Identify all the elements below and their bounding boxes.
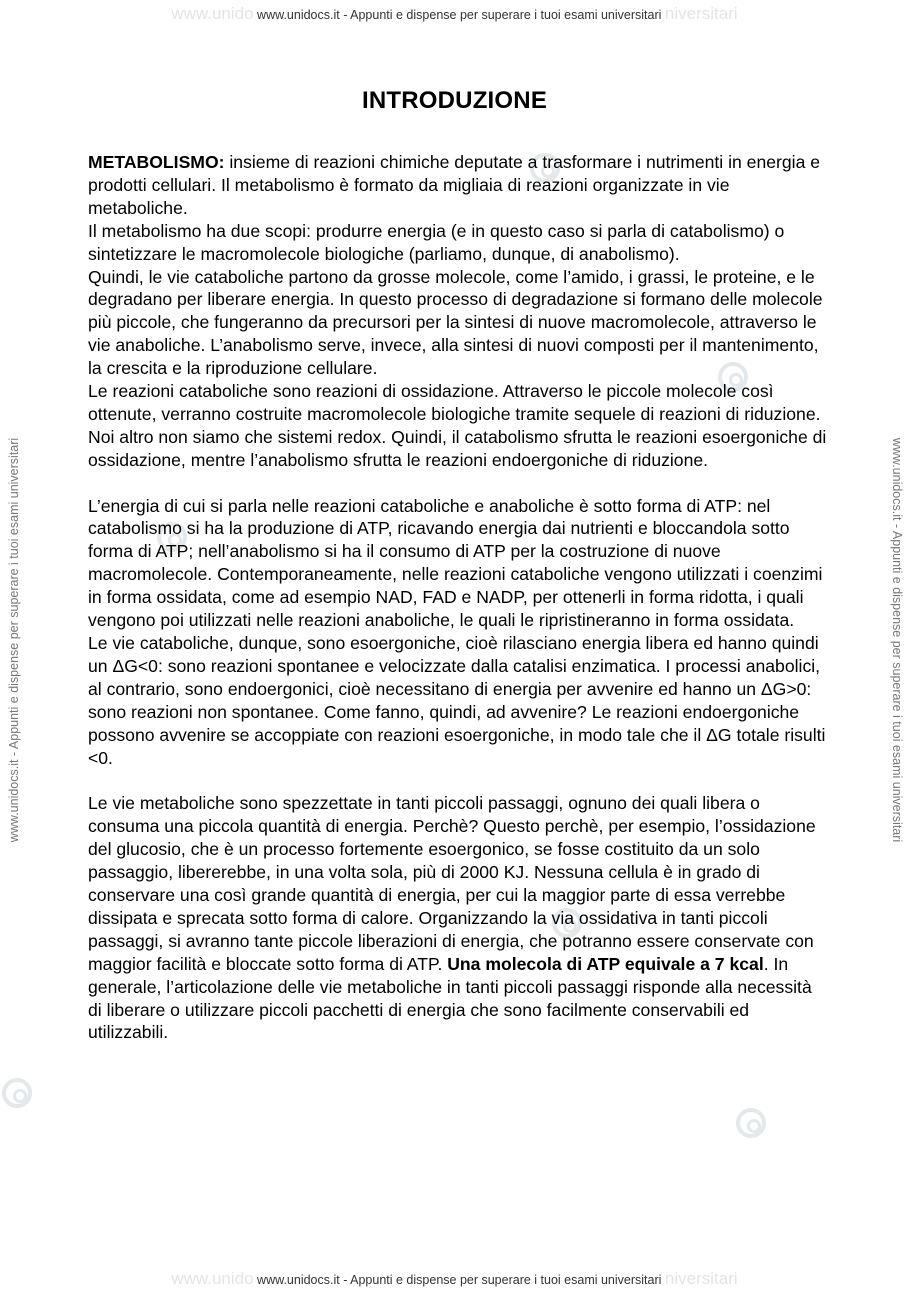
definition-term: METABOLISMO: bbox=[88, 152, 225, 172]
watermark-logo-icon bbox=[2, 1078, 32, 1108]
paragraph: Il metabolismo ha due scopi: produrre energia (e in questo caso si parla di catabolismo) o sintetizzare le macromolecole biologiche (parliamo, dunque, di anabolismo). bbox=[88, 220, 785, 264]
paragraph: Le reazioni cataboliche sono reazioni di ossidazione. Attraverso le piccole molecole così ottenute, verranno costruite macromolecole biologiche tramite sequele di reazioni di riduzione. Noi altro non siamo che sistemi redox. Quindi, il catabolismo sfrutta le reazioni esoergoniche di ossidazione, mentre l’anabolismo sfrutta le reazioni endoergoniche di riduzione. bbox=[88, 381, 827, 470]
paragraph-spacer bbox=[88, 472, 828, 495]
watermark-ghost-left: www.unido bbox=[171, 4, 254, 23]
document-body bbox=[88, 151, 828, 1044]
paragraph-text: . In generale, l’articolazione delle vie metaboliche in tanti piccoli passaggi risponde alla necessità di liberare o utilizzare piccoli pacchetti di energia che sono facilmente conservabili ed utilizzabili. bbox=[88, 953, 812, 1043]
watermark-right-side: www.unidocs.it - Appunti e dispense per superare i tuoi esami universitari bbox=[890, 437, 904, 843]
definition-text: insieme di reazioni chimiche deputate a trasformare i nutrimenti in energia e prodotti cellulari. Il metabolismo è formato da migliaia di reazioni organizzate in vie metaboliche. bbox=[88, 152, 821, 218]
watermark-ghost-left: www.unido bbox=[171, 1269, 254, 1288]
paragraph: Le vie cataboliche, dunque, sono esoergoniche, cioè rilasciano energia libera ed hanno quindi un ΔG<0: sono reazioni spontanee e velocizzate dalla catalisi enzimatica. I processi anabolici, al contrario, sono endoergonici, cioè necessitano di energia per avvenire ed hanno un ΔG>0: sono reazioni non spontanee. Come fanno, quindi, ad avvenire? Le reazioni endoergoniche possono avvenire se accoppiate con reazioni esoergoniche, in modo tale che il ΔG totale risulti <0. bbox=[88, 633, 826, 768]
atp-highlight: Una molecola di ATP equivale a 7 kcal bbox=[447, 953, 764, 974]
document-title: INTRODUZIONE bbox=[361, 87, 548, 114]
watermark-ghost-right: niversitari bbox=[664, 4, 738, 23]
watermark-left-side: www.unidocs.it - Appunti e dispense per superare i tuoi esami universitari bbox=[7, 437, 21, 843]
paragraph: Quindi, le vie cataboliche partono da grosse molecole, come l’amido, i grassi, le proteine, e le degradano per liberare energia. In questo processo di degradazione si formano delle molecole più piccole, che fungeranno da precursori per la sintesi di nuove macromolecole, attraverso le vie anaboliche. L’anabolismo serve, invece, alla sintesi di nuovi composti per il mantenimento, la crescita e la riproduzione cellulare. bbox=[88, 266, 823, 379]
watermark-top-text: www.unidocs.it - Appunti e dispense per superare i tuoi esami universitari bbox=[257, 8, 662, 22]
paragraph: L’energia di cui si parla nelle reazioni cataboliche e anaboliche è sotto forma di ATP: nel catabolismo si ha la produzione di ATP, ricavando energia dai nutrienti e bloccandola sotto forma di ATP; nell’anabolismo si ha il consumo di ATP per la costruzione di nuove macromolecole. Contemporaneamente, nelle reazioni cataboliche vengono utilizzati i coenzimi in forma ossidata, come ad esempio NAD, FAD e NADP, per ottenerli in forma ridotta, i quali vengono poi utilizzati nelle reazioni anaboliche, le quali le ripristineranno in forma ossidata. bbox=[88, 495, 823, 631]
paragraph-spacer bbox=[88, 769, 828, 792]
paragraph-text: Le vie metaboliche sono spezzettate in tanti piccoli passaggi, ognuno dei quali libera o consuma una piccola quantità di energia. Perchè? Questo perchè, per esempio, l’ossidazione del glucosio, che è un processo fortemente esoergonico, se fosse costituito da un solo passaggio, libererebbe, in una volta sola, più di 2000 KJ. Nessuna cellula è in grado di conservare una così grande quantità di energia, per cui la maggior parte di essa verrebbe dissipata e sprecata sotto forma di calore. Organizzando la via ossidativa in tanti piccoli passaggi, si avranno tante piccole liberazioni di energia, che potranno essere conservate con maggior facilità e bloccate sotto forma di ATP. bbox=[88, 793, 816, 974]
paragraph-definition bbox=[88, 151, 828, 220]
watermark-bottom bbox=[0, 1269, 909, 1289]
watermark-ghost-right: niversitari bbox=[664, 1269, 738, 1288]
watermark-bottom-text: www.unidocs.it - Appunti e dispense per superare i tuoi esami universitari bbox=[257, 1273, 662, 1287]
watermark-logo-icon bbox=[736, 1108, 766, 1138]
watermark-top bbox=[0, 4, 909, 24]
paragraph-atp bbox=[88, 792, 828, 1044]
